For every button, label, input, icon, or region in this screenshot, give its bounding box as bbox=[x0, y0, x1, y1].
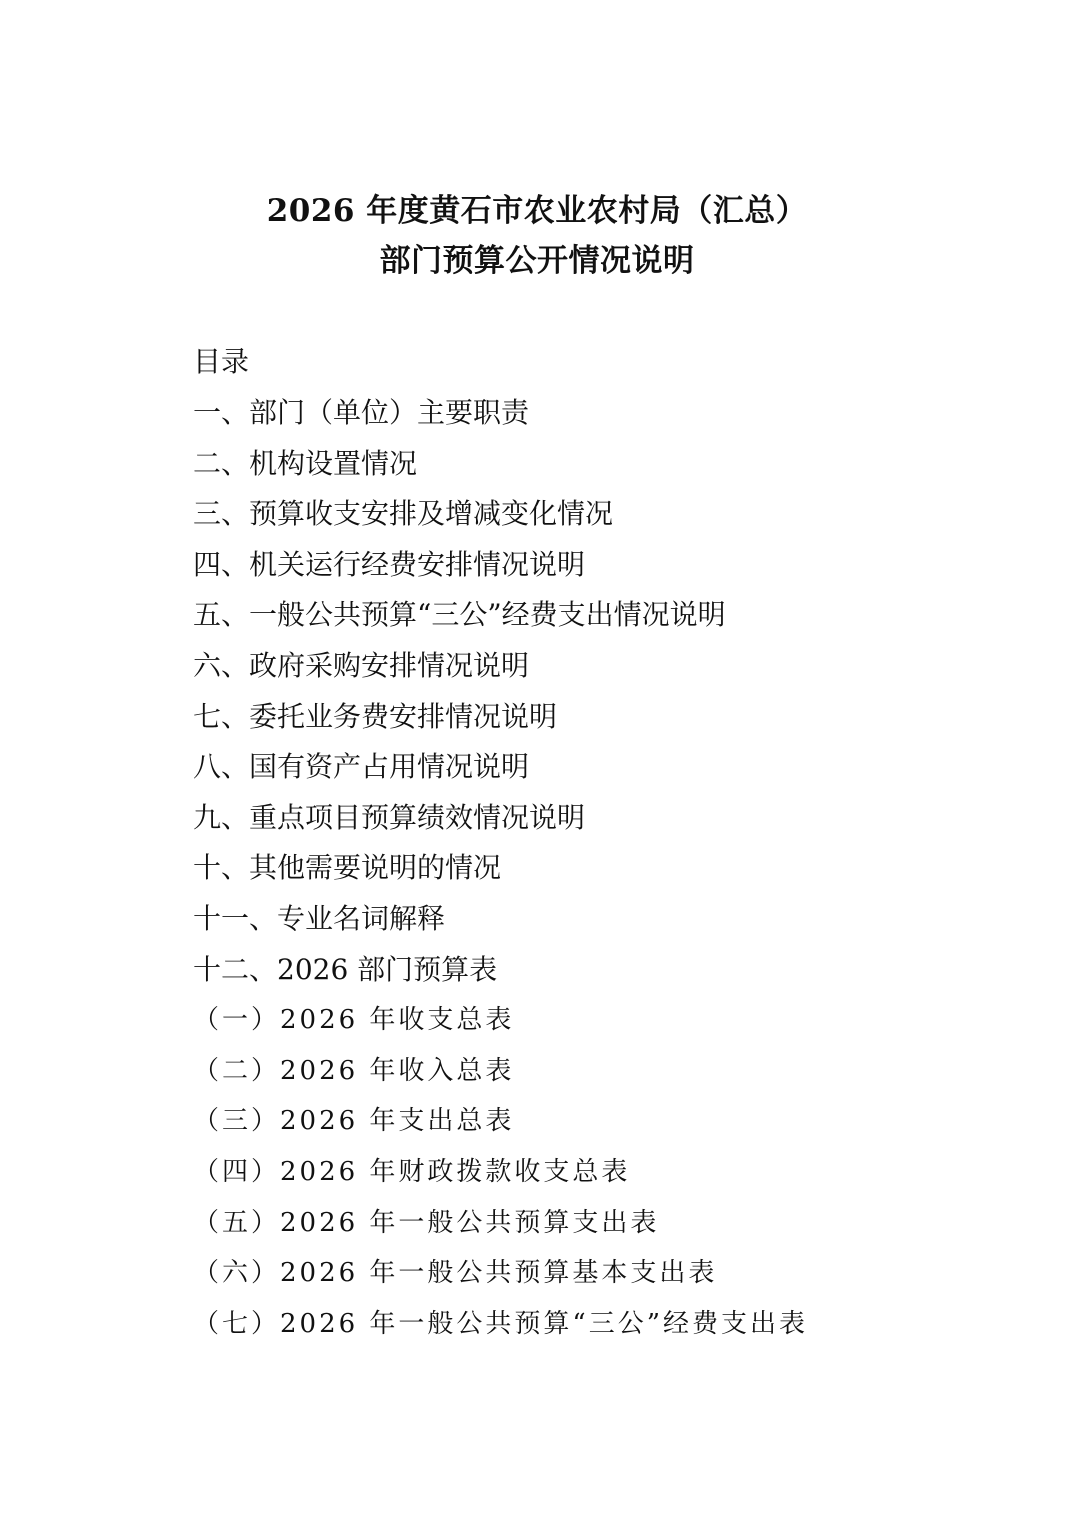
toc-subitem-5: （五）2026 年一般公共预算支出表 bbox=[193, 1207, 660, 1238]
toc-subitem-7: （七）2026 年一般公共预算“三公”经费支出表 bbox=[193, 1308, 809, 1339]
toc-subitem-6: （六）2026 年一般公共预算基本支出表 bbox=[193, 1258, 718, 1289]
toc-item-7: 七、委托业务费安排情况说明 bbox=[193, 699, 558, 733]
toc-item-6: 六、政府采购安排情况说明 bbox=[193, 648, 530, 682]
toc-item-1: 一、部门（单位）主要职责 bbox=[193, 396, 530, 429]
toc-item-12: 十二、2026 部门预算表 bbox=[193, 952, 498, 986]
toc-list bbox=[193, 393, 1013, 990]
toc-item-5: 五、一般公共预算“三公”经费支出情况说明 bbox=[193, 598, 726, 632]
toc-item-2: 二、机构设置情况 bbox=[193, 446, 418, 480]
document-subtitle: 部门预算公开情况说明 bbox=[379, 243, 695, 279]
toc-item-11: 十一、专业名词解释 bbox=[193, 901, 446, 935]
toc-item-9: 九、重点项目预算绩效情况说明 bbox=[193, 800, 586, 834]
document-title: 2026 年度黄石市农业农村局（汇总） bbox=[266, 193, 808, 229]
toc-heading: 目录 bbox=[193, 345, 250, 378]
toc-item-4: 四、机关运行经费安排情况说明 bbox=[193, 547, 586, 581]
toc-item-8: 八、国有资产占用情况说明 bbox=[193, 750, 530, 784]
toc-sublist bbox=[193, 1000, 1013, 1344]
toc-subitem-1: （一）2026 年收支总表 bbox=[193, 1005, 515, 1036]
toc-subitem-4: （四）2026 年财政拨款收支总表 bbox=[193, 1156, 631, 1187]
toc-item-3: 三、预算收支安排及增减变化情况 bbox=[193, 497, 614, 531]
toc-subitem-3: （三）2026 年支出总表 bbox=[193, 1106, 515, 1137]
toc-item-10: 十、其他需要说明的情况 bbox=[193, 851, 502, 885]
toc-subitem-2: （二）2026 年收入总表 bbox=[193, 1055, 515, 1086]
table-of-contents bbox=[193, 342, 1013, 1354]
